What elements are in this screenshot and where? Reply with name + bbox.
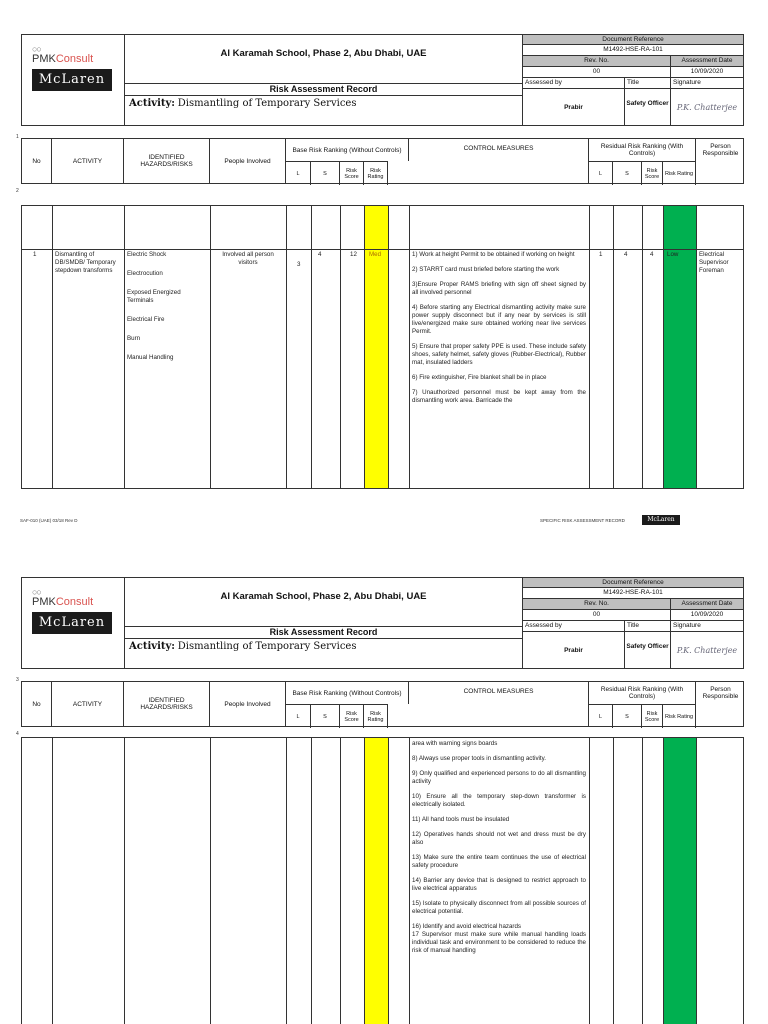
assessed-label: Assessed by <box>523 78 625 89</box>
assessor-name: Prabir <box>523 632 625 669</box>
page1-body <box>21 205 744 489</box>
col-hazards: IDENTIFIED HAZARDS/RISKS <box>124 682 210 726</box>
logo-block <box>21 34 125 126</box>
page2-header <box>21 577 744 687</box>
assessed-label: Assessed by <box>523 621 625 632</box>
col-res-l: L <box>589 161 613 185</box>
page2-body <box>21 737 744 1024</box>
low-rating-cell <box>663 738 696 1024</box>
activity-line: Activity: Dismantling of Temporary Services <box>125 96 523 126</box>
col-people: People Involved <box>210 682 286 726</box>
row-base-s: 4 <box>318 251 322 258</box>
col-base-l: L <box>286 161 311 185</box>
pmk-circles-icon: ○○ <box>32 587 41 597</box>
record-name: SPECIFIC RISK ASSESSMENT RECORD <box>540 518 625 523</box>
row-people-count: 3 <box>297 261 301 268</box>
doc-ref-value: M1492-HSE-RA-101 <box>523 588 744 599</box>
rev-value: 00 <box>523 67 671 78</box>
row-res-score: 4 <box>650 251 654 258</box>
col-base-rating: Risk Rating <box>364 704 388 728</box>
col-base-ranking: Base Risk Ranking (Without Controls) <box>286 682 409 704</box>
row-hazards: Electric Shock Electrocution Exposed Energized Terminals Electrical Fire Burn Manual Handling <box>127 251 181 361</box>
col-residual-ranking: Residual Risk Ranking (With Controls) <box>589 682 696 704</box>
signature: P.K. Chatterjee <box>671 632 744 669</box>
signature: P.K. Chatterjee <box>671 89 744 126</box>
pmk-logo: PMKConsult <box>32 53 94 65</box>
page1-header <box>21 34 744 144</box>
page-marker: 4 <box>16 731 19 737</box>
date-label: Assessment Date <box>671 56 744 67</box>
mclaren-logo: McLaren <box>32 69 112 91</box>
col-res-s: S <box>613 161 642 185</box>
signature-label: Signature <box>671 621 744 632</box>
rev-value: 00 <box>523 610 671 621</box>
col-base-s: S <box>311 161 340 185</box>
control-measures-page2: area with warning signs boards 8) Always use proper tools in dismantling activity. 9) Only qualified and experienced persons to do all dismantling activity 10) Ensure all the temporary step-down transformer is electrically isolated. 11) All hand tools must be insulated 12) Operatives hands should not wet and dress must be dry also 13) Make sure the entire team continues the use of electrical safety procedure 14) Barrier any device that is designed to restrict approach to live electrical apparatus 15) Isolate to physically disconnect from all possible sources of electrical potential. 16) Identify and avoid electrical hazards 17 Supervisor must make sure while manual handling loads individual task and environment to be considered to reduce the risk of manual handling <box>412 740 586 954</box>
site-title: Al Karamah School, Phase 2, Abu Dhabi, UAE <box>125 34 523 84</box>
activity-line: Activity: Dismantling of Temporary Services <box>125 639 523 669</box>
pmk-logo: PMKConsult <box>32 596 94 608</box>
title-label: Title <box>625 78 671 89</box>
doc-ref-label: Document Reference <box>523 34 744 45</box>
col-control: CONTROL MEASURES <box>409 139 589 183</box>
col-activity: ACTIVITY <box>52 682 124 726</box>
col-residual-ranking: Residual Risk Ranking (With Controls) <box>589 139 696 161</box>
col-res-score: Risk Score <box>642 161 663 185</box>
doc-ref-value: M1492-HSE-RA-101 <box>523 45 744 56</box>
assessor-title: Safety Officer <box>625 632 671 669</box>
doc-ref-label: Document Reference <box>523 577 744 588</box>
col-no: No <box>22 682 52 726</box>
rev-label: Rev. No. <box>523 56 671 67</box>
col-base-l: L <box>286 704 311 728</box>
date-value: 10/09/2020 <box>671 610 744 621</box>
form-code: SAF-010 (UAE) 03/18 Rev D <box>20 518 78 523</box>
title-label: Title <box>625 621 671 632</box>
col-res-rating: Risk Rating <box>663 704 696 728</box>
site-title: Al Karamah School, Phase 2, Abu Dhabi, UAE <box>125 577 523 627</box>
col-base-ranking: Base Risk Ranking (Without Controls) <box>286 139 409 161</box>
row-no: 1 <box>33 251 37 258</box>
col-res-score: Risk Score <box>642 704 663 728</box>
row-people: Involved all person visitors <box>222 251 274 266</box>
page-marker: 3 <box>16 677 19 683</box>
mclaren-logo: McLaren <box>32 612 112 634</box>
col-responsible: Person Responsible <box>702 143 739 157</box>
page1-column-headers <box>21 138 744 184</box>
row-base-rating: Med <box>369 251 382 258</box>
col-res-l: L <box>589 704 613 728</box>
col-res-s: S <box>613 704 642 728</box>
col-base-s: S <box>311 704 340 728</box>
footer-mclaren-logo: McLaren <box>642 515 680 525</box>
record-title: Risk Assessment Record <box>125 84 523 96</box>
col-control: CONTROL MEASURES <box>409 682 589 726</box>
col-no: No <box>22 139 52 183</box>
pmk-circles-icon: ○○ <box>32 44 41 54</box>
col-res-rating: Risk Rating <box>663 161 696 185</box>
row-res-rating: Low <box>667 251 679 258</box>
med-rating-cell <box>364 738 388 1024</box>
col-responsible: Person Responsible <box>702 686 739 700</box>
col-activity: ACTIVITY <box>52 139 124 183</box>
assessor-title: Safety Officer <box>625 89 671 126</box>
assessor-name: Prabir <box>523 89 625 126</box>
col-base-score: Risk Score <box>340 161 364 185</box>
signature-label: Signature <box>671 78 744 89</box>
page-marker: 1 <box>16 134 19 140</box>
col-hazards: IDENTIFIED HAZARDS/RISKS <box>124 139 210 183</box>
page-marker: 2 <box>16 188 19 194</box>
rev-label: Rev. No. <box>523 599 671 610</box>
row-activity: Dismantling of DB/SMDB/ Temporary stepdown transforms <box>55 251 116 274</box>
col-base-score: Risk Score <box>340 704 364 728</box>
row-base-score: 12 <box>350 251 357 258</box>
col-base-rating: Risk Rating <box>364 161 388 185</box>
logo-block <box>21 577 125 669</box>
row-res-s: 4 <box>624 251 628 258</box>
date-label: Assessment Date <box>671 599 744 610</box>
record-title: Risk Assessment Record <box>125 627 523 639</box>
row-responsible: Electrical Supervisor Foreman <box>699 251 729 274</box>
col-people: People Involved <box>210 139 286 183</box>
control-measures-page1: 1) Work at height Permit to be obtained if working on height 2) STARRT card must briefed before starting the work 3)Ensure Proper RAMS briefing with sign off sheet signed by all involved personnel 4) Before starting any Electrical dismantling activity make sure power supply disconnect but if any near by services is still live/energized make sure obtained working near live services Permit. 5) Ensure that proper safety PPE is used. These include safety shoes, safety helmet, safety gloves (Rubber-Electrical), Rubber mat, insulated ladders 6) Fire extinguisher, Fire blanket shall be in place 7) Unauthorized personnel must be kept away from the dismantling work area. Barricade the <box>412 251 586 404</box>
page2-column-headers <box>21 681 744 727</box>
date-value: 10/09/2020 <box>671 67 744 78</box>
row-res-l: 1 <box>599 251 603 258</box>
